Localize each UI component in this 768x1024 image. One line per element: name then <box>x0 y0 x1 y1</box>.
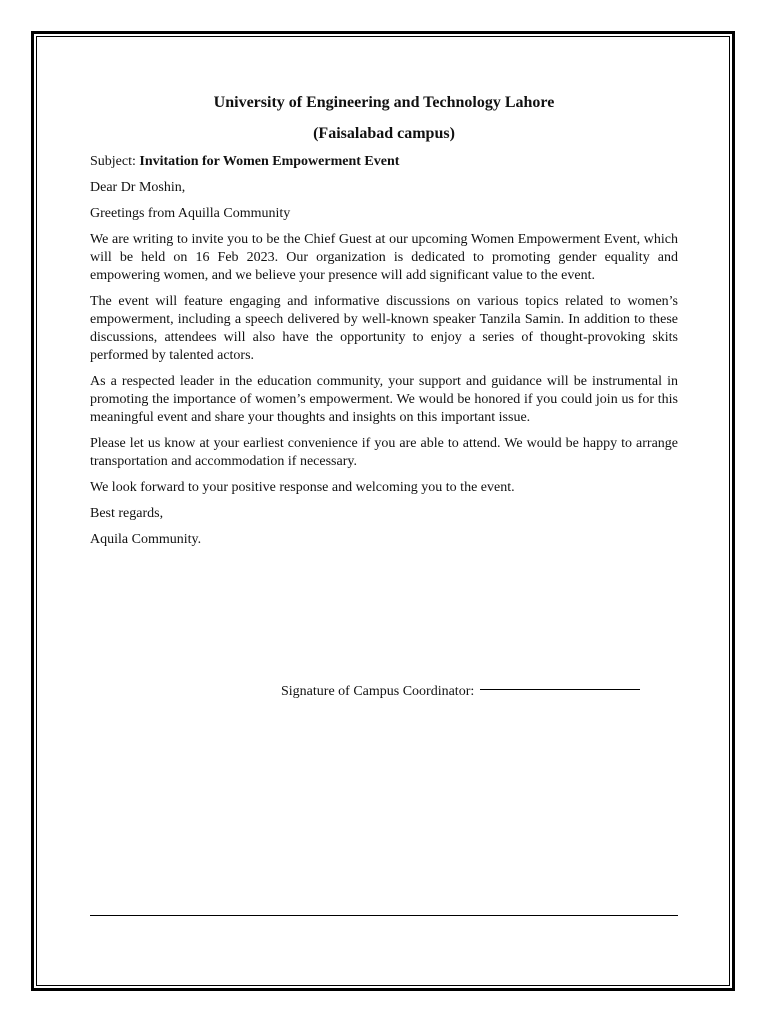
subject-label: Subject: <box>90 154 136 169</box>
greeting: Greetings from Aquilla Community <box>90 206 291 221</box>
closing: Best regards, <box>90 506 164 521</box>
subject-line <box>90 153 678 171</box>
signature-line <box>480 689 640 690</box>
signature-row <box>281 683 640 701</box>
paragraph-logistics: Please let us know at your earliest convenience if you are able to attend. We would be happy to arrange transportation and accommodation if necessary. <box>90 436 678 469</box>
paragraph-request: As a respected leader in the education community, your support and guidance will be instrumental in promoting the importance of women’s empowerment. We would be honored if you could join us for this meaningful event and share your thoughts and insights on this important issue. <box>90 374 678 425</box>
paragraph-event-details: The event will feature engaging and informative discussions on various topics related to women’s empowerment, including a speech delivered by well-known speaker Tanzila Samin. In addition to these discussions, attendees will also have the opportunity to enjoy a series of thought-provoking skits performed by talented actors. <box>90 294 678 363</box>
subject-value: Invitation for Women Empowerment Event <box>139 154 400 169</box>
campus-title: (Faisalabad campus) <box>313 125 455 142</box>
university-title: University of Engineering and Technology Lahore <box>213 94 555 111</box>
sender-name: Aquila Community. <box>90 532 202 547</box>
letter-body <box>90 93 678 557</box>
paragraph-invitation: We are writing to invite you to be the Chief Guest at our upcoming Women Empowerment Event, which will be held on 16 Feb 2023. Our organization is dedicated to promoting gender equality and empowering women, and we believe your presence will add significant value to the event. <box>90 232 678 283</box>
footer-divider <box>90 915 678 916</box>
signature-label: Signature of Campus Coordinator: <box>281 684 475 699</box>
salutation: Dear Dr Moshin, <box>90 180 186 195</box>
paragraph-closing-remark: We look forward to your positive response and welcoming you to the event. <box>90 480 515 495</box>
